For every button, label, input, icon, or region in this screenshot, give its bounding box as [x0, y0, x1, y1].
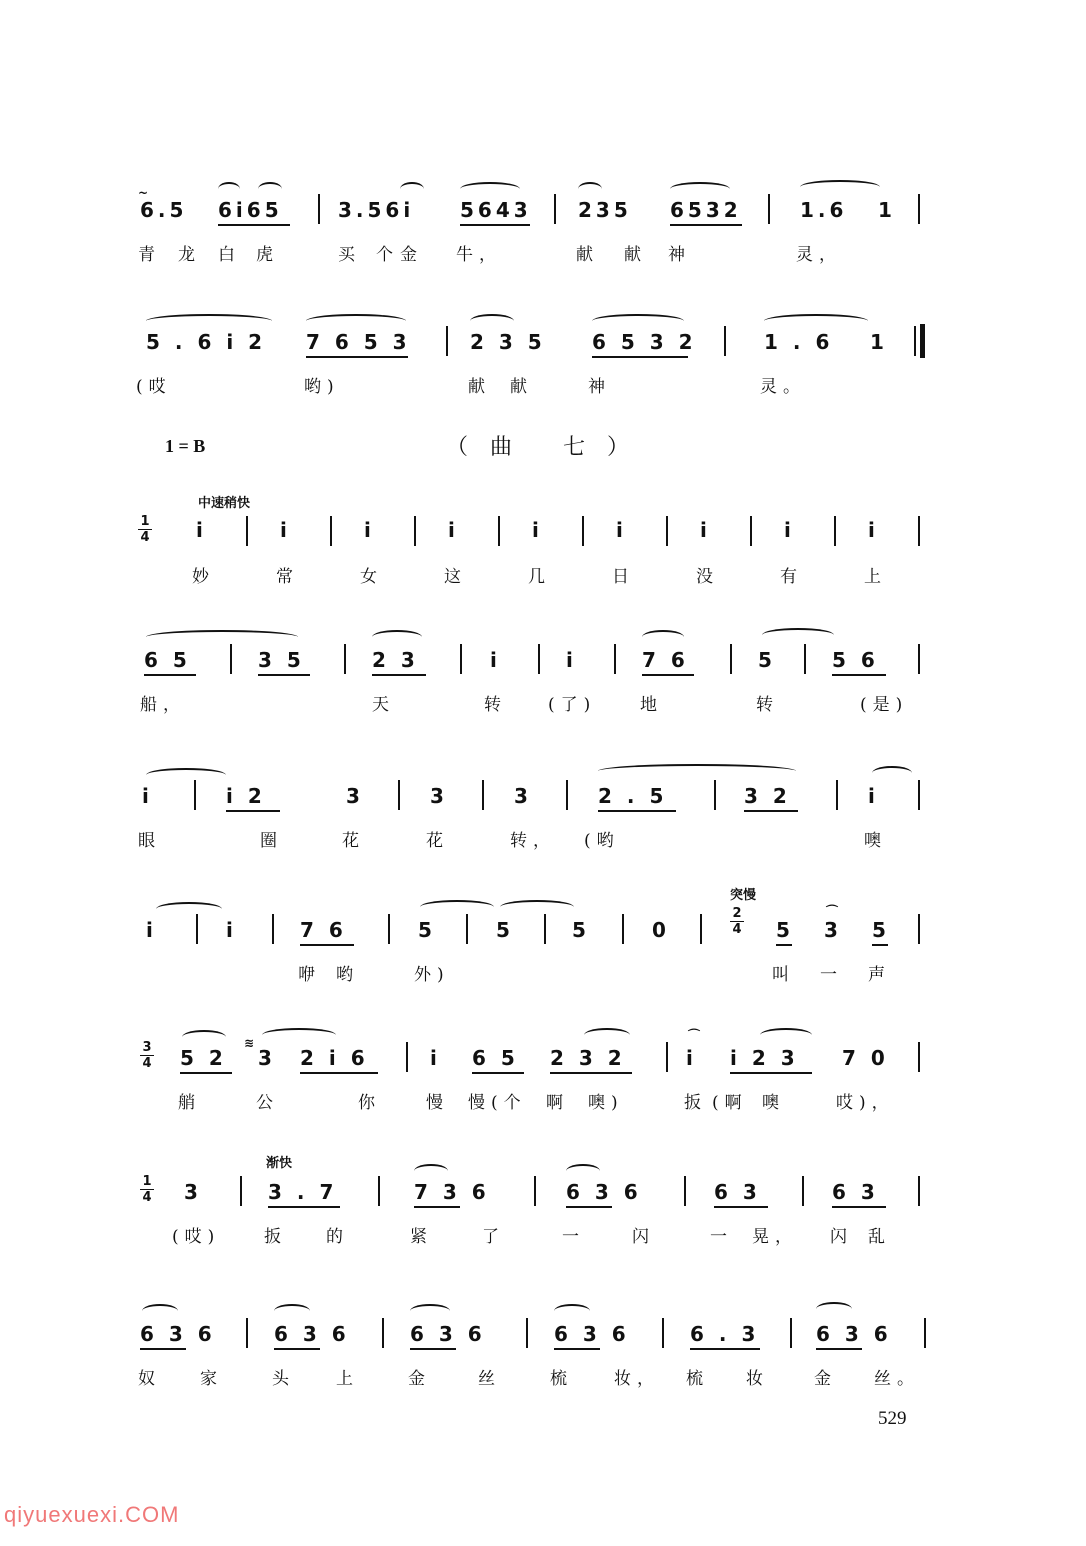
- lyric: 献: [510, 377, 533, 397]
- lyric: 献: [624, 245, 647, 265]
- lyric: 奴: [138, 1369, 161, 1389]
- note-group: 7 6: [300, 918, 347, 942]
- tempo-marking: 渐快: [266, 1156, 293, 1171]
- lyric: 买: [338, 245, 361, 265]
- bar-line: [526, 1318, 528, 1348]
- lyric: 有: [780, 567, 803, 587]
- lyric: 哟: [336, 965, 359, 985]
- bar-line: [196, 914, 198, 944]
- page-number: 529: [878, 1408, 907, 1429]
- bar-line: [498, 516, 500, 546]
- note: 5: [572, 918, 590, 942]
- lyric: 献: [468, 377, 491, 397]
- slur: [142, 1304, 178, 1318]
- lyric: 转: [484, 695, 507, 715]
- note: i: [364, 518, 375, 542]
- bar-line: [406, 1042, 408, 1072]
- note: i: [280, 518, 291, 542]
- slur: [414, 1164, 448, 1178]
- time-signature: 1 4: [140, 1174, 154, 1205]
- lyric: 日: [612, 567, 635, 587]
- song-title: （曲 七）: [446, 435, 651, 460]
- lyric: 慢: [426, 1093, 449, 1113]
- slur: [554, 1304, 590, 1318]
- note: i: [868, 518, 879, 542]
- beam: [300, 944, 354, 946]
- lyric: 噢: [864, 831, 887, 851]
- bar-line: [918, 644, 920, 674]
- lyric: 公: [256, 1093, 279, 1113]
- note-group: 5 2: [180, 1046, 227, 1070]
- bar-line: [768, 194, 770, 224]
- note-group: 2 . 5: [598, 784, 668, 808]
- lyric: 艄: [178, 1093, 201, 1113]
- bar-line: [724, 326, 726, 356]
- bar-line: [538, 644, 540, 674]
- note-group: 6 3 6: [410, 1322, 486, 1346]
- lyric: 丝: [478, 1369, 501, 1389]
- bar-line: [388, 914, 390, 944]
- beam: [268, 1206, 340, 1208]
- lyric: 金: [400, 245, 423, 265]
- note: i: [700, 518, 711, 542]
- note-group: 5 6: [832, 648, 879, 672]
- lyric: 眼: [138, 831, 161, 851]
- note: 5: [776, 918, 794, 942]
- bar-line: [344, 644, 346, 674]
- note: 3: [184, 1180, 202, 1204]
- lyric: 梳: [550, 1369, 573, 1389]
- bar-line: [918, 914, 920, 944]
- lyric: (哟: [584, 831, 620, 851]
- bar-line: [804, 644, 806, 674]
- bar-line: [582, 516, 584, 546]
- beam: [306, 356, 408, 358]
- note-group: 1: [870, 330, 888, 354]
- note: i: [142, 784, 153, 808]
- lyric: 闪: [632, 1227, 655, 1247]
- fermata-icon: ⌒: [688, 1028, 701, 1042]
- beam: [832, 1206, 886, 1208]
- beam: [372, 674, 426, 676]
- bar-line: [714, 780, 716, 810]
- slur: [764, 314, 868, 328]
- note-group: 6 5: [472, 1046, 519, 1070]
- note-group: 235: [578, 198, 632, 222]
- lyric: 的: [326, 1227, 349, 1247]
- bar-line: [246, 516, 248, 546]
- beam: [144, 674, 196, 676]
- note-group: 3 5: [258, 648, 305, 672]
- note-group: 3 . 7: [268, 1180, 338, 1204]
- bar-line: [318, 194, 320, 224]
- lyric: 慢(个: [468, 1093, 527, 1113]
- beam: [730, 1072, 812, 1074]
- lyric: 金: [408, 1369, 431, 1389]
- beam: [832, 674, 886, 676]
- note: 5: [758, 648, 776, 672]
- beam: [554, 1348, 600, 1350]
- lyric: 灵。: [760, 377, 806, 397]
- beam: [592, 356, 688, 358]
- fermata-icon: ⌒: [826, 904, 839, 918]
- slur: [584, 1028, 630, 1042]
- slur: [670, 182, 730, 196]
- time-signature: 3 4: [140, 1040, 154, 1071]
- note: i: [226, 918, 237, 942]
- beam: [226, 810, 280, 812]
- note-group: 5 . 6 i 2: [146, 330, 267, 354]
- bar-line: [666, 1042, 668, 1072]
- lyric: 头: [272, 1369, 295, 1389]
- bar-line: [750, 516, 752, 546]
- slur: [410, 1304, 450, 1318]
- lyric: 圈: [260, 831, 283, 851]
- bar-line: [918, 780, 920, 810]
- bar-line: [230, 644, 232, 674]
- bar-line: [836, 780, 838, 810]
- note-group: 6 3 6: [566, 1180, 642, 1204]
- lyric: 龙: [178, 245, 201, 265]
- tempo-marking: 中速稍快: [198, 496, 251, 511]
- bar-line: [460, 644, 462, 674]
- lyric: (了): [548, 695, 597, 715]
- note-group: 7 6: [642, 648, 689, 672]
- lyric: 妆: [746, 1369, 769, 1389]
- note-group: 1.6: [800, 198, 848, 222]
- bar-line: [378, 1176, 380, 1206]
- slur: [762, 628, 834, 642]
- slur: [642, 630, 684, 644]
- lyric: 没: [696, 567, 719, 587]
- slur: [306, 314, 406, 328]
- note: 5: [496, 918, 514, 942]
- bar-line: [446, 326, 448, 356]
- slur: [760, 1028, 812, 1042]
- bar-line: [918, 194, 920, 224]
- note: 3: [824, 918, 842, 942]
- lyric: 你: [358, 1093, 381, 1113]
- bar-line: [802, 1176, 804, 1206]
- slur: [218, 182, 240, 196]
- tempo-marking: 突慢: [730, 888, 757, 903]
- note-group: 6 3 6: [140, 1322, 216, 1346]
- bar-line: [544, 914, 546, 944]
- slur: [598, 764, 796, 778]
- note-group: 2 3: [372, 648, 419, 672]
- lyric: 声: [868, 965, 891, 985]
- lyric: 几: [528, 567, 551, 587]
- note-group: 6 5 3 2: [592, 330, 697, 354]
- bar-line: [684, 1176, 686, 1206]
- note: 3: [514, 784, 532, 808]
- time-signature: 2 4: [730, 906, 744, 937]
- note-group: 6 5: [144, 648, 191, 672]
- key-signature: 1 = B: [165, 436, 206, 456]
- time-signature: 1 4: [138, 514, 152, 545]
- slur: [816, 1302, 852, 1316]
- note-group: i 2 3: [730, 1046, 799, 1070]
- bar-line: [662, 1318, 664, 1348]
- note: i: [448, 518, 459, 542]
- bar-line: [272, 914, 274, 944]
- lyric: 丝。: [874, 1369, 920, 1389]
- note: i: [566, 648, 577, 672]
- note: i: [196, 518, 207, 542]
- bar-line: [482, 780, 484, 810]
- lyric: (哎): [172, 1227, 221, 1247]
- lyric: 扳: [264, 1227, 287, 1247]
- bar-line: [918, 1042, 920, 1072]
- slur: [182, 1030, 226, 1044]
- lyric: 青: [138, 245, 161, 265]
- slur: [420, 900, 494, 914]
- lyric: 梳: [686, 1369, 709, 1389]
- lyric: 神: [588, 377, 611, 397]
- bar-line: [534, 1176, 536, 1206]
- bar-line: [466, 914, 468, 944]
- beam: [714, 1206, 768, 1208]
- beam: [410, 1348, 456, 1350]
- bar-line: [914, 326, 916, 356]
- lyric: 转，: [510, 831, 556, 851]
- slur: [578, 182, 602, 196]
- lyric: 金: [814, 1369, 837, 1389]
- note: i: [784, 518, 795, 542]
- slur: [274, 1304, 310, 1318]
- beam: [566, 1206, 612, 1208]
- lyric: 家: [200, 1369, 223, 1389]
- slur: [258, 182, 282, 196]
- note-group: 6 . 3: [690, 1322, 760, 1346]
- beam: [180, 1072, 232, 1074]
- bar-line: [330, 516, 332, 546]
- beam: [258, 674, 310, 676]
- bar-line: [622, 914, 624, 944]
- grace-mark: ≋: [244, 1036, 255, 1050]
- lyric: 一: [562, 1227, 585, 1247]
- slur: [872, 766, 912, 780]
- note: i: [490, 648, 501, 672]
- bar-line: [246, 1318, 248, 1348]
- lyric: 献: [576, 245, 599, 265]
- slur: [470, 314, 514, 328]
- note-group: 6 3 6: [816, 1322, 892, 1346]
- lyric: 扳: [684, 1093, 707, 1113]
- lyric: 妙: [192, 567, 215, 587]
- slur: [146, 768, 226, 782]
- slur: [500, 900, 574, 914]
- note: 3: [430, 784, 448, 808]
- note-group: 6 3: [714, 1180, 761, 1204]
- note-group: 5643: [460, 198, 532, 222]
- lyric: 妆，: [614, 1369, 660, 1389]
- beam: [472, 1072, 524, 1074]
- lyric: 噢): [588, 1093, 624, 1113]
- lyric: 紧: [410, 1227, 433, 1247]
- bar-line: [554, 194, 556, 224]
- note: i: [146, 918, 157, 942]
- slur: [460, 182, 520, 196]
- bar-line: [834, 516, 836, 546]
- lyric: 上: [864, 567, 887, 587]
- note-group: 6.5: [140, 198, 188, 222]
- lyric: 神: [668, 245, 691, 265]
- bar-line: [918, 1176, 920, 1206]
- note-group: 6 3 6: [274, 1322, 350, 1346]
- note: i: [868, 784, 879, 808]
- note: i: [532, 518, 543, 542]
- slur: [592, 314, 684, 328]
- lyric: 牛，: [456, 245, 502, 265]
- note-group: 1 . 6: [764, 330, 834, 354]
- slur: [146, 314, 272, 328]
- note: 0: [652, 918, 670, 942]
- lyric: (啊: [712, 1093, 748, 1113]
- bar-line: [790, 1318, 792, 1348]
- lyric: 船，: [140, 695, 186, 715]
- slur: [262, 1028, 336, 1042]
- lyric: 灵，: [796, 245, 842, 265]
- beam: [414, 1206, 460, 1208]
- beam: [690, 1348, 760, 1350]
- note-group: 6i65: [218, 198, 283, 222]
- note-group: 6532: [670, 198, 742, 222]
- lyric: 外): [414, 965, 450, 985]
- beam: [744, 810, 798, 812]
- slur: [566, 1164, 600, 1178]
- note-group: 7 3 6: [414, 1180, 490, 1204]
- note-group: 3.56i: [338, 198, 415, 222]
- lyric: 了: [482, 1227, 505, 1247]
- note-group: 7 0: [842, 1046, 889, 1070]
- note: 3: [258, 1046, 276, 1070]
- beam: [550, 1072, 632, 1074]
- lyric: 哟): [304, 377, 340, 397]
- beam: [460, 224, 530, 226]
- note-group: 2 3 5: [470, 330, 546, 354]
- trill-mark: ~: [138, 186, 149, 200]
- lyric: 转: [756, 695, 779, 715]
- final-bar-line: [920, 324, 925, 358]
- lyric: (是): [860, 695, 909, 715]
- lyric: 乱: [868, 1227, 891, 1247]
- lyric: 噢: [762, 1093, 785, 1113]
- lyric: 天: [372, 695, 395, 715]
- beam: [776, 944, 792, 946]
- bar-line: [194, 780, 196, 810]
- lyric: 个: [376, 245, 399, 265]
- lyric: 一: [710, 1227, 733, 1247]
- note-group: 6 3: [832, 1180, 879, 1204]
- lyric: 虎: [256, 245, 279, 265]
- lyric: 花: [426, 831, 449, 851]
- note-group: 2 i 6: [300, 1046, 369, 1070]
- beam: [140, 1348, 186, 1350]
- note: i: [616, 518, 627, 542]
- lyric: 常: [276, 567, 299, 587]
- lyric: (哎: [136, 377, 172, 397]
- note-group: 7 6 5 3: [306, 330, 411, 354]
- lyric: 闪: [830, 1227, 853, 1247]
- bar-line: [730, 644, 732, 674]
- bar-line: [666, 516, 668, 546]
- lyric: 上: [336, 1369, 359, 1389]
- beam: [642, 674, 694, 676]
- lyric: 晃，: [752, 1227, 798, 1247]
- bar-line: [566, 780, 568, 810]
- bar-line: [382, 1318, 384, 1348]
- lyric: 叫: [772, 965, 795, 985]
- bar-line: [398, 780, 400, 810]
- lyric: 女: [360, 567, 383, 587]
- bar-line: [700, 914, 702, 944]
- lyric: 啊: [546, 1093, 569, 1113]
- slur: [146, 630, 298, 644]
- slur: [400, 182, 424, 196]
- note-group: 6 3 6: [554, 1322, 630, 1346]
- bar-line: [918, 516, 920, 546]
- note-group: i 2: [226, 784, 266, 808]
- slur: [156, 902, 222, 916]
- lyric: 一: [820, 965, 843, 985]
- note: i: [430, 1046, 441, 1070]
- lyric: 花: [342, 831, 365, 851]
- watermark: qiyuexuexi.COM: [4, 1502, 180, 1527]
- bar-line: [924, 1318, 926, 1348]
- beam: [872, 944, 888, 946]
- lyric: 哎)，: [836, 1093, 895, 1113]
- lyric: 地: [640, 695, 663, 715]
- note-group: 3 2: [744, 784, 791, 808]
- beam: [598, 810, 676, 812]
- beam: [816, 1348, 862, 1350]
- beam: [300, 1072, 378, 1074]
- lyric: 咿: [298, 965, 321, 985]
- note: 5: [872, 918, 890, 942]
- note-group: 2 3 2: [550, 1046, 626, 1070]
- note: 3: [346, 784, 364, 808]
- bar-line: [240, 1176, 242, 1206]
- note: i: [686, 1046, 697, 1070]
- note: 5: [418, 918, 436, 942]
- lyric: 白: [218, 245, 241, 265]
- note-group: 1: [878, 198, 896, 222]
- lyric: 这: [444, 567, 467, 587]
- slur: [372, 630, 422, 644]
- bar-line: [614, 644, 616, 674]
- beam: [670, 224, 742, 226]
- bar-line: [414, 516, 416, 546]
- slur: [800, 180, 880, 194]
- beam: [274, 1348, 320, 1350]
- beam: [218, 224, 290, 226]
